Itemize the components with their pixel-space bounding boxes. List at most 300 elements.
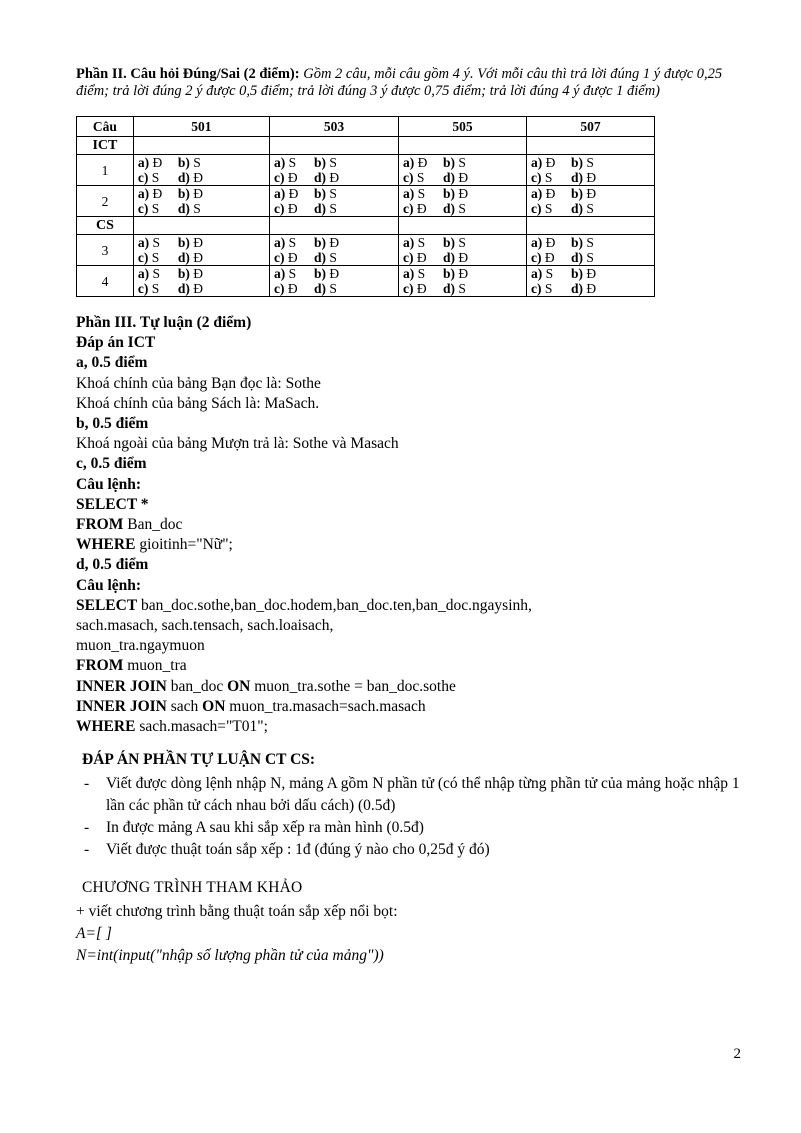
item-letter: b) xyxy=(442,235,455,250)
answer-pair xyxy=(314,281,337,296)
question-number: 2 xyxy=(77,186,134,217)
empty-cell xyxy=(398,137,526,155)
item-letter: b) xyxy=(442,266,455,281)
item-answer: S xyxy=(285,155,297,170)
item-answer: S xyxy=(326,250,337,265)
item-letter: c) xyxy=(137,250,149,265)
answer-pair xyxy=(138,201,178,216)
sql-text: sach.masach="T01"; xyxy=(135,718,268,736)
item-answer: Đ xyxy=(455,170,469,185)
empty-cell xyxy=(269,137,398,155)
item-letter: d) xyxy=(313,170,326,185)
answer-pair xyxy=(314,155,337,170)
criteria-text: Viết được thuật toán sắp xếp : 1đ (đúng ý nào cho 0,25đ ý đó) xyxy=(106,841,490,859)
answer-a-line1: Khoá chính của bảng Bạn đọc là: Sothe xyxy=(76,374,321,392)
item-answer: Đ xyxy=(582,170,597,185)
question-b-heading: b, 0.5 điểm xyxy=(76,415,149,433)
item-letter: d) xyxy=(570,201,583,216)
answer-cell xyxy=(526,186,654,217)
dash-bullet: - xyxy=(84,819,90,837)
code-text: A=[ ] xyxy=(76,925,112,943)
sql-text: sach xyxy=(166,697,203,715)
item-letter: b) xyxy=(313,235,326,250)
item-letter: b) xyxy=(177,266,190,281)
section-row xyxy=(77,217,655,235)
answer-cell xyxy=(269,155,398,186)
question-d-heading: d, 0.5 điểm xyxy=(76,556,149,574)
d-command-label: Câu lệnh: xyxy=(76,576,142,594)
item-letter: d) xyxy=(313,201,326,216)
item-letter: b) xyxy=(570,235,583,250)
item-letter: b) xyxy=(313,266,326,281)
answer-pair xyxy=(274,186,314,201)
header-cau: Câu xyxy=(77,117,134,137)
item-answer: Đ xyxy=(285,186,299,201)
sql-keyword: WHERE xyxy=(76,536,136,554)
item-letter: a) xyxy=(137,155,150,170)
d-join2-line xyxy=(76,697,749,717)
answer-line xyxy=(274,186,394,201)
item-answer: S xyxy=(148,201,160,216)
header-505: 505 xyxy=(398,117,526,137)
answer-pair xyxy=(274,250,314,265)
item-answer: S xyxy=(149,266,161,281)
item-letter: c) xyxy=(530,170,542,185)
sql-text: Ban_doc xyxy=(123,516,183,534)
item-letter: d) xyxy=(177,281,190,296)
sql-text: muon_tra.masach=sach.masach xyxy=(225,697,426,715)
item-answer: Đ xyxy=(326,235,340,250)
item-answer: Đ xyxy=(582,266,597,281)
reference-program xyxy=(76,901,749,967)
item-answer: Đ xyxy=(149,186,163,201)
criteria-text: In được mảng A sau khi sắp xếp ra màn hình (0.5đ) xyxy=(106,819,424,837)
answer-line xyxy=(274,155,394,170)
item-answer: S xyxy=(149,235,161,250)
question-a-heading: a, 0.5 điểm xyxy=(76,354,148,372)
header-501: 501 xyxy=(133,117,269,137)
item-answer: Đ xyxy=(149,155,163,170)
item-answer: S xyxy=(455,235,466,250)
header-503: 503 xyxy=(269,117,398,137)
answer-line xyxy=(531,155,650,170)
item-letter: d) xyxy=(442,250,455,265)
c-command-label: Câu lệnh: xyxy=(76,475,142,493)
item-letter: c) xyxy=(530,201,542,216)
ict-answer-title: Đáp án ICT xyxy=(76,334,156,352)
answer-line xyxy=(138,170,265,185)
question-number: 4 xyxy=(77,266,134,297)
item-letter: c) xyxy=(402,281,414,296)
item-letter: a) xyxy=(530,235,543,250)
answer-cell xyxy=(269,186,398,217)
item-answer: Đ xyxy=(413,201,427,216)
answer-pair xyxy=(403,155,443,170)
answer-pair xyxy=(314,186,337,201)
answer-pair xyxy=(274,155,314,170)
answer-line xyxy=(403,155,522,170)
item-answer: S xyxy=(455,281,466,296)
item-letter: a) xyxy=(137,235,150,250)
answer-pair xyxy=(571,155,594,170)
answer-pair xyxy=(531,235,571,250)
answer-cell xyxy=(398,235,526,266)
item-letter: a) xyxy=(402,266,415,281)
item-answer: Đ xyxy=(189,250,204,265)
table-row xyxy=(77,235,655,266)
answer-pair xyxy=(443,281,466,296)
answer-pair xyxy=(178,186,203,201)
d-from-line xyxy=(76,656,749,676)
item-letter: c) xyxy=(402,170,414,185)
answer-pair xyxy=(443,186,468,201)
answer-pair xyxy=(178,201,201,216)
table-row xyxy=(77,186,655,217)
answer-line xyxy=(531,186,650,201)
answer-cell xyxy=(269,266,398,297)
section-label: CS xyxy=(77,217,134,235)
item-answer: S xyxy=(582,201,594,216)
item-answer: Đ xyxy=(542,155,556,170)
item-letter: d) xyxy=(442,201,455,216)
table-body xyxy=(77,137,655,297)
item-letter: b) xyxy=(313,155,326,170)
sql-keyword: INNER JOIN xyxy=(76,697,167,715)
item-letter: c) xyxy=(402,201,414,216)
answer-pair xyxy=(531,186,571,201)
item-letter: a) xyxy=(402,155,415,170)
item-answer: Đ xyxy=(413,281,427,296)
answer-line xyxy=(531,170,650,185)
answer-line xyxy=(274,266,394,281)
item-letter: a) xyxy=(273,266,286,281)
item-letter: a) xyxy=(530,266,543,281)
item-answer: S xyxy=(414,235,426,250)
item-letter: a) xyxy=(273,186,286,201)
item-answer: Đ xyxy=(189,170,204,185)
item-letter: c) xyxy=(530,281,542,296)
answer-pair xyxy=(443,201,466,216)
answer-line xyxy=(138,250,265,265)
answer-pair xyxy=(178,170,203,185)
answer-pair xyxy=(178,250,203,265)
item-letter: c) xyxy=(273,250,285,265)
sql-keyword: FROM xyxy=(76,657,124,675)
answer-pair xyxy=(274,201,314,216)
item-answer: S xyxy=(285,235,297,250)
answer-cell xyxy=(398,186,526,217)
item-letter: d) xyxy=(177,250,190,265)
item-letter: d) xyxy=(313,281,326,296)
item-answer: S xyxy=(326,186,337,201)
cs-answer-title: ĐÁP ÁN PHẦN TỰ LUẬN CT CS: xyxy=(82,751,316,769)
answer-pair xyxy=(443,266,468,281)
item-answer: S xyxy=(148,281,160,296)
answer-pair xyxy=(531,281,571,296)
answer-line xyxy=(403,186,522,201)
answer-pair xyxy=(571,186,596,201)
empty-cell xyxy=(133,137,269,155)
answer-line xyxy=(138,235,265,250)
answer-pair xyxy=(138,250,178,265)
empty-cell xyxy=(398,217,526,235)
part3-title: Phần III. Tự luận (2 điểm) xyxy=(76,314,252,331)
answer-a-line2: Khoá chính của bảng Sách là: MaSach. xyxy=(76,394,320,412)
item-letter: c) xyxy=(273,281,285,296)
item-answer: S xyxy=(326,155,337,170)
part2-heading: Phần II. Câu hỏi Đúng/Sai (2 điểm): xyxy=(76,66,300,82)
answer-pair xyxy=(571,266,596,281)
answer-line xyxy=(274,201,394,216)
item-answer: Đ xyxy=(455,266,469,281)
answer-cell xyxy=(526,155,654,186)
answer-pair xyxy=(138,186,178,201)
item-letter: c) xyxy=(137,201,149,216)
item-answer: Đ xyxy=(284,170,298,185)
answer-pair xyxy=(531,170,571,185)
item-answer: S xyxy=(455,201,466,216)
item-answer: Đ xyxy=(542,235,556,250)
answer-line xyxy=(274,250,394,265)
page-number: 2 xyxy=(733,1046,741,1062)
item-answer: Đ xyxy=(413,250,427,265)
answer-pair xyxy=(403,235,443,250)
c-from-line xyxy=(76,515,749,535)
item-letter: d) xyxy=(442,170,455,185)
item-letter: a) xyxy=(530,186,543,201)
item-answer: S xyxy=(582,235,594,250)
item-letter: b) xyxy=(177,155,190,170)
item-answer: Đ xyxy=(284,250,298,265)
item-answer: Đ xyxy=(541,250,555,265)
c-where-line xyxy=(76,535,749,555)
sql-text: ban_doc.sothe,ban_doc.hodem,ban_doc.ten,ban_doc.ngaysinh, xyxy=(137,596,532,614)
table-header-row xyxy=(77,117,655,137)
answer-pair xyxy=(443,250,468,265)
answer-pair xyxy=(314,201,337,216)
code-text: N=int(input("nhập số lượng phần tử của mảng")) xyxy=(76,947,384,965)
answer-cell xyxy=(398,155,526,186)
item-letter: a) xyxy=(402,235,415,250)
answer-pair xyxy=(138,155,178,170)
answer-pair xyxy=(571,281,596,296)
answer-cell xyxy=(133,186,269,217)
answer-line xyxy=(403,170,522,185)
header-507: 507 xyxy=(526,117,654,137)
answer-line xyxy=(138,186,265,201)
item-answer: Đ xyxy=(326,266,340,281)
section-row xyxy=(77,137,655,155)
answer-line xyxy=(138,266,265,281)
item-letter: c) xyxy=(273,170,285,185)
answer-line xyxy=(531,250,650,265)
d-select-line xyxy=(76,596,749,616)
table-row xyxy=(77,266,655,297)
answer-cell xyxy=(133,155,269,186)
answer-cell xyxy=(133,266,269,297)
answer-line xyxy=(138,155,265,170)
empty-cell xyxy=(526,137,654,155)
item-answer: S xyxy=(414,266,426,281)
answer-pair xyxy=(178,155,201,170)
item-letter: a) xyxy=(137,266,150,281)
item-answer: S xyxy=(582,155,594,170)
question-number: 3 xyxy=(77,235,134,266)
answer-line xyxy=(403,281,522,296)
answer-line xyxy=(531,266,650,281)
item-letter: b) xyxy=(177,186,190,201)
section-label: ICT xyxy=(77,137,134,155)
item-answer: S xyxy=(541,170,553,185)
answer-pair xyxy=(571,201,594,216)
reference-code-line xyxy=(76,945,749,967)
reference-line: + viết chương trình bằng thuật toán sắp xếp nổi bọt: xyxy=(76,903,398,921)
empty-cell xyxy=(526,217,654,235)
answer-pair xyxy=(531,201,571,216)
list-item xyxy=(76,817,749,839)
answer-pair xyxy=(403,281,443,296)
item-letter: b) xyxy=(570,186,583,201)
sql-keyword: INNER JOIN xyxy=(76,677,167,695)
item-answer: Đ xyxy=(414,155,428,170)
item-letter: d) xyxy=(177,201,190,216)
answer-b-line1: Khoá ngoài của bảng Mượn trả là: Sothe và Masach xyxy=(76,435,399,453)
answer-pair xyxy=(178,235,203,250)
list-item xyxy=(76,839,749,861)
item-answer: S xyxy=(413,170,425,185)
sql-keyword: ON xyxy=(227,677,251,695)
answer-line xyxy=(531,235,650,250)
answer-pair xyxy=(403,186,443,201)
item-letter: d) xyxy=(177,170,190,185)
item-answer: Đ xyxy=(455,250,469,265)
d-where-line xyxy=(76,717,749,737)
sql-text: ban_doc xyxy=(166,677,228,695)
part2-intro xyxy=(76,66,748,100)
criteria-text: Viết được dòng lệnh nhập N, mảng A gồm N phần tử (có thể nhập từng phần tử của mảng hoặc nhập 1 lần các phần tử cách nhau bởi dấu cách) (0.5đ) xyxy=(106,775,740,815)
item-answer: S xyxy=(148,170,160,185)
answer-cell xyxy=(269,235,398,266)
item-letter: a) xyxy=(273,235,286,250)
answer-pair xyxy=(314,235,339,250)
answer-cell xyxy=(398,266,526,297)
item-answer: Đ xyxy=(189,235,204,250)
item-answer: Đ xyxy=(189,186,204,201)
answer-pair xyxy=(274,266,314,281)
answer-pair xyxy=(531,155,571,170)
item-letter: d) xyxy=(442,281,455,296)
answer-pair xyxy=(314,170,339,185)
answer-line xyxy=(274,235,394,250)
item-answer: Đ xyxy=(542,186,556,201)
answer-pair xyxy=(314,266,339,281)
cs-criteria-list xyxy=(76,773,749,861)
answer-cell xyxy=(526,266,654,297)
sql-keyword: WHERE xyxy=(76,718,136,736)
answer-pair xyxy=(443,235,466,250)
answer-pair xyxy=(403,266,443,281)
item-letter: d) xyxy=(570,250,583,265)
answer-pair xyxy=(443,155,466,170)
answer-pair xyxy=(314,250,337,265)
d-select-line2: sach.masach, sach.tensach, sach.loaisach, xyxy=(76,617,334,635)
dash-bullet: - xyxy=(84,841,90,859)
item-answer: S xyxy=(189,155,201,170)
sql-keyword: SELECT xyxy=(76,596,138,614)
item-letter: a) xyxy=(530,155,543,170)
question-number: 1 xyxy=(77,155,134,186)
sql-text: muon_tra.sothe = ban_doc.sothe xyxy=(250,677,456,695)
answer-cell xyxy=(133,235,269,266)
answer-pair xyxy=(531,250,571,265)
answer-pair xyxy=(571,170,596,185)
item-answer: S xyxy=(542,266,554,281)
item-letter: c) xyxy=(530,250,542,265)
item-letter: b) xyxy=(177,235,190,250)
item-answer: Đ xyxy=(326,170,340,185)
answer-line xyxy=(531,201,650,216)
answer-pair xyxy=(178,281,203,296)
answer-line xyxy=(403,235,522,250)
item-answer: S xyxy=(455,155,466,170)
answer-line xyxy=(531,281,650,296)
answer-pair xyxy=(531,266,571,281)
reference-program-title: CHƯƠNG TRÌNH THAM KHẢO xyxy=(82,879,303,897)
item-letter: a) xyxy=(273,155,286,170)
item-letter: c) xyxy=(137,170,149,185)
sql-keyword: ON xyxy=(202,697,226,715)
sql-keyword: FROM xyxy=(76,516,124,534)
answer-line xyxy=(138,281,265,296)
part2-instructions: Gồm 2 câu, mỗi câu gồm 4 ý. Với mỗi câu thì trả lời đúng 1 ý được 0,25 điểm; trả lời đúng 2 ý được 0,5 điểm; trả lời đúng 3 ý được 0,75 điểm; trả lời đúng 4 ý được 1 điểm) xyxy=(76,66,723,99)
item-answer: Đ xyxy=(455,186,469,201)
answer-line xyxy=(274,281,394,296)
answer-pair xyxy=(138,170,178,185)
answer-pair xyxy=(138,266,178,281)
answer-pair xyxy=(274,235,314,250)
answer-pair xyxy=(403,170,443,185)
part3-section xyxy=(76,313,749,737)
answer-line xyxy=(138,201,265,216)
item-answer: Đ xyxy=(189,266,204,281)
answer-line xyxy=(403,201,522,216)
item-answer: Đ xyxy=(582,186,597,201)
answer-table xyxy=(76,116,655,297)
item-answer: S xyxy=(541,281,553,296)
answer-cell xyxy=(526,235,654,266)
item-letter: b) xyxy=(442,155,455,170)
c-select-line: SELECT * xyxy=(76,495,149,513)
item-letter: b) xyxy=(570,266,583,281)
answer-pair xyxy=(138,235,178,250)
item-letter: c) xyxy=(137,281,149,296)
item-letter: c) xyxy=(273,201,285,216)
item-answer: Đ xyxy=(582,281,597,296)
item-answer: S xyxy=(326,281,337,296)
answer-pair xyxy=(571,250,594,265)
item-answer: Đ xyxy=(284,201,298,216)
table-row xyxy=(77,155,655,186)
item-letter: a) xyxy=(137,186,150,201)
item-letter: d) xyxy=(570,170,583,185)
item-letter: b) xyxy=(570,155,583,170)
answer-pair xyxy=(403,250,443,265)
item-letter: d) xyxy=(570,281,583,296)
item-letter: d) xyxy=(313,250,326,265)
empty-cell xyxy=(269,217,398,235)
sql-text: muon_tra xyxy=(123,657,187,675)
answer-pair xyxy=(443,170,468,185)
